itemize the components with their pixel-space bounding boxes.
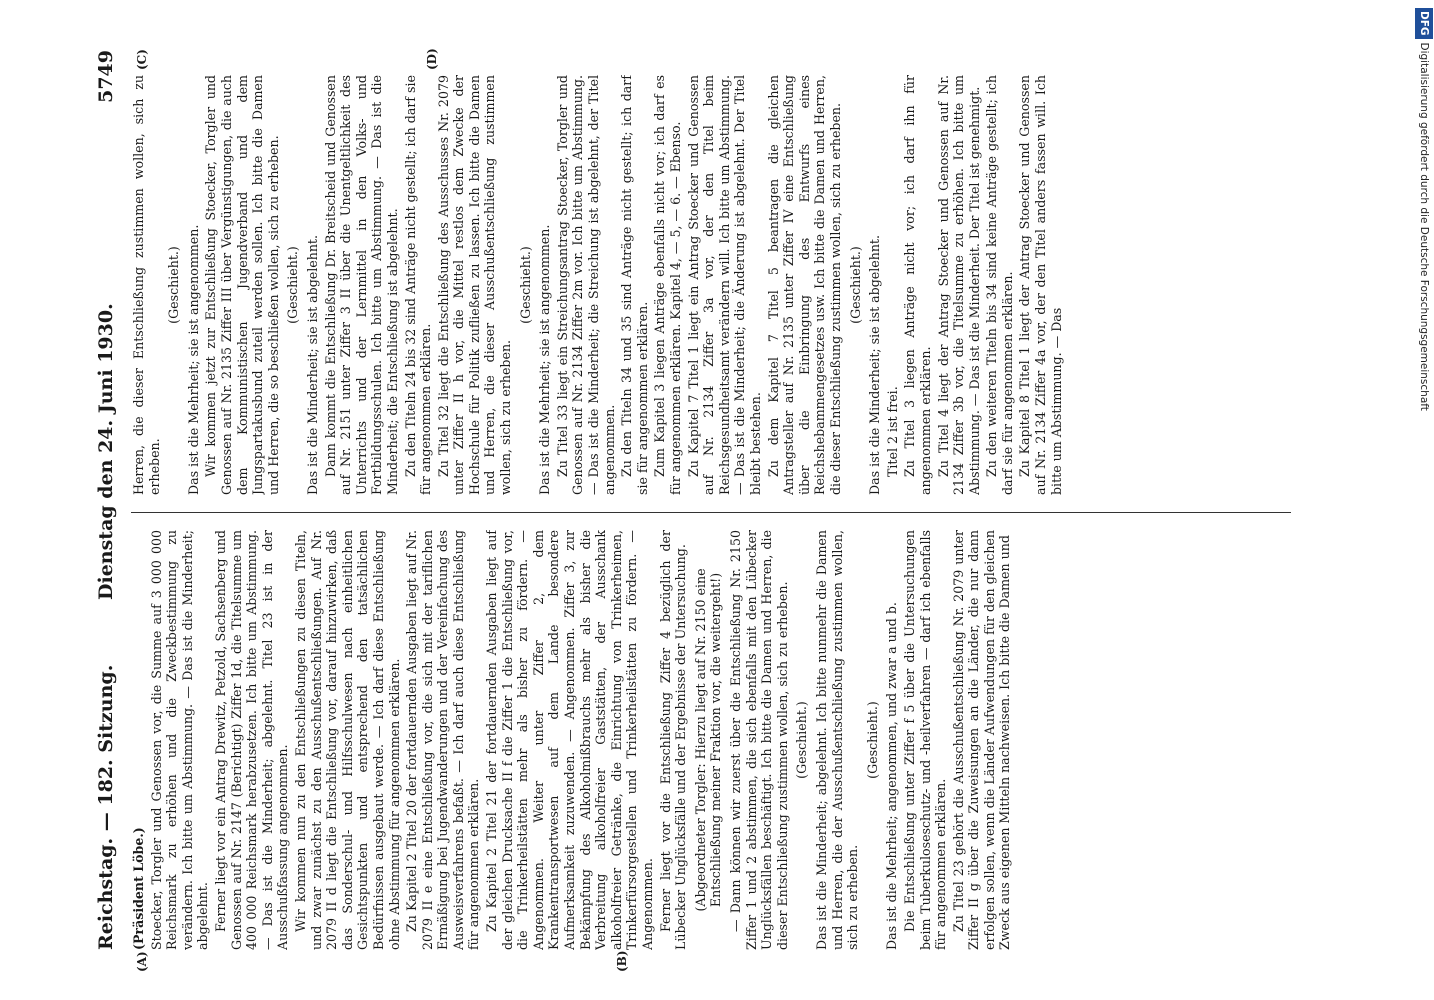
left-column <box>131 530 1291 950</box>
stage-direction: (Geschieht.) <box>517 246 533 324</box>
paragraph: Titel 2 ist frei. <box>884 386 900 477</box>
header-left: Reichstag. — 182. Sitzung. <box>95 664 117 950</box>
stage-direction: (Geschieht.) <box>864 701 880 779</box>
credit-text: Digitalisierung gefördert durch die Deutsche Forschungsgemeinschaft <box>1418 42 1430 411</box>
paragraph: Stoecker, Torgler und Genossen vor, die Summe auf 3 000 000 Reichsmark zu erhöhen und die Zweckbestimmung zu verändern. Ich bitte um Abstimmung. — Das ist die Minderheit; abgelehnt. <box>148 530 211 950</box>
paragraph: Wir kommen nun zu den Entschließungen zu diesen Titeln, und zwar zunächst zu den Ausschußentschließungen. Auf Nr. 2079 II d liegt die Entschließung vor, darauf hinzuwirken, daß das Sonderschul- und Hilfsschulwesen nach einheitlichen Gesichtspunkten und entsprechend den tatsächlichen Bedürfnissen ausgebaut werde. — Ich darf diese Entschließung ohne Abstimmung für angenommen erklären. <box>292 530 402 950</box>
paragraph: Zum Kapitel 3 liegen Anträge ebenfalls nicht vor; ich darf es für angenommen erklären. Kapitel 4, — 5, — 6. — Ebenso. <box>652 75 683 495</box>
stage-direction: (Geschieht.) <box>794 701 810 779</box>
paragraph: Zu Kapitel 7 Titel 1 liegt ein Antrag Stoecker und Genossen auf Nr. 2134 Ziffer 3a vor, der den Titel beim Reichsgesundheitsamt verändern will. Ich bitte um Abstimmung. — Das ist die Minderheit; die Änderung ist abgelehnt. Der Titel bleibt bestehen. <box>685 75 763 495</box>
paragraph: Das ist die Mehrheit; sie ist angenommen. <box>537 224 553 495</box>
paragraph: Zu den weiteren Titeln bis 34 sind keine Anträge gestellt; ich darf sie für angenommen erklären. <box>984 75 1015 495</box>
stage-direction: (Geschieht.) <box>285 246 301 324</box>
paragraph: Zu Kapitel 2 Titel 21 der fortdauernden Ausgaben liegt auf der gleichen Drucksache II f die Ziffer 1 die Entschließung vor, die Trinkerheilstätten mehr als bisher zu fördern. — Angenommen. Weiter unter Ziffer 2, dem Krankentransportwesen auf dem Lande besondere Aufmerksamkeit zuzuwenden. — Angenommen. Ziffer 3, zur Bekämpfung des Alkoholmißbrauchs mehr als bisher die Verbreitung alkoholfreier Gaststätten, der Ausschank alkoholfreier Getränke, die Einrichtung von Trinkerheimen, Trinkerfürsorgestellen und Trinkerheilstätten zu fördern. — Angenommen. <box>484 530 655 950</box>
margin-mark-c: (C) <box>135 49 149 70</box>
stage-direction: (Geschieht.) <box>166 246 182 324</box>
paragraph: Zu Kapitel 2 Titel 20 der fortdauernden Ausgaben liegt auf Nr. 2079 II e eine Entschließung vor, die sich mit der tariflichen Ermäßigung bei Jugendwanderungen und der Vereinfachung des Ausweisverfahrens befaßt. — Ich darf auch diese Entschließung für angenommen erklären. <box>404 530 482 950</box>
paragraph: Das ist die Mehrheit; sie ist angenommen. <box>185 224 201 495</box>
paragraph: Zu Titel 4 liegt der Antrag Stoecker und Genossen auf Nr. 2134 Ziffer 3b vor, die Titelsumme zu erhöhen. Ich bitte um Abstimmung. — Das ist die Minderheit. Der Titel ist genehmigt. <box>935 75 982 495</box>
margin-mark-d: (D) <box>425 48 439 70</box>
digitization-credit <box>1415 8 1434 998</box>
stage-direction: (Geschieht.) <box>847 246 863 324</box>
paragraph: Zu Titel 23 gehört die Ausschußentschließung Nr. 2079 unter Ziffer II g über die Zuweisungen an die Länder, die nur dann erfolgen sollen, wenn die Länder Aufwendungen für den gleichen Zweck aus eigenen Mitteln nachweisen. Ich bitte die Damen und <box>950 530 1013 950</box>
margin-mark-a: (A) <box>135 951 149 972</box>
paragraph: Zu Kapitel 8 Titel 1 liegt der Antrag Stoecker und Genossen auf Nr. 2134 Ziffer 4a vor, der den Titel anders fassen will. Ich bitte um Abstimmung. — Das <box>1017 75 1064 495</box>
paragraph: Die Entschließung unter Ziffer f 5 über die Untersuchungen beim Tuberkuloseschutz- und -heilverfahren — darf ich ebenfalls für angenommen erklären. <box>901 530 949 950</box>
paragraph: Ferner liegt vor ein Antrag Drewitz, Petzold, Sachsenberg und Genossen auf Nr. 2147 (Berichtigt) Ziffer 1d, die Titelsumme um 400 000 Reichsmark herabzusetzen. Ich bitte um Abstimmung. — Das ist die Minderheit; abgelehnt. Titel 23 ist in der Ausschußfassung angenommen. <box>212 530 291 950</box>
paragraph: Ferner liegt vor die Entschließung Ziffer 4 bezüglich der Lübecker Unglücksfälle und der Ergebnisse der Untersuchung. <box>657 530 689 950</box>
paragraph: Zu den Titeln 34 und 35 sind Anträge nicht gestellt; ich darf sie für angenommen erklären. <box>619 75 650 495</box>
page-header <box>95 50 125 950</box>
rotated-page <box>95 48 1295 972</box>
paragraph: Zu Titel 3 liegen Anträge nicht vor; ich darf ihn für angenommen erklären. <box>902 75 933 495</box>
paragraph: Das ist die Minderheit; abgelehnt. Ich bitte nunmehr die Damen und Herren, die der Ausschußentschließung zustimmen wollen, sich zu erheben. <box>813 530 861 950</box>
paragraph: Zu dem Kapitel 7 Titel 5 beantragen die gleichen Antragsteller auf Nr. 2135 unter Ziffer IV eine Entschließung über die Einbringung des Entwurfs eines Reichshebammengesetzes usw. Ich bitte die Damen und Herren, die dieser Entschließung zustimmen wollen, sich zu erheben. <box>765 75 843 495</box>
paragraph: Zu Titel 32 liegt die Entschließung des Ausschusses Nr. 2079 unter Ziffer II h vor, die Mittel restlos dem Zwecke der Hochschule für Politik zufließen zu lassen. Ich bitte die Damen und Herren, die dieser Ausschußentschließung zustimmen wollen, sich zu erheben. <box>435 75 514 495</box>
paragraph: Das ist die Minderheit; sie ist abgelehnt. <box>867 235 883 495</box>
paragraph: Zu Titel 33 liegt ein Streichungsantrag Stoecker, Torgler und Genossen auf Nr. 2134 Ziffer 2m vor. Ich bitte um Abstimmung. — Das ist die Minderheit; die Streichung ist abgelehnt, der Titel angenommen. <box>554 75 617 495</box>
paragraph: Dann kommt die Entschließung Dr. Breitscheid und Genossen auf Nr. 2151 unter Ziffer 3 II über die Unentgeltlichkeit des Unterrichts und der Lernmittel in den Volks- und Fortbildungsschulen. Ich bitte um Abstimmung. — Das ist die Minderheit; die Entschließung ist abgelehnt. <box>322 75 400 495</box>
interjection: (Abgeordneter Torgler: Hierzu liegt auf Nr. 2150 eine Entschließung meiner Fraktion vor, die weitergeht!) <box>692 568 724 912</box>
column-divider <box>131 512 1291 513</box>
right-column <box>131 75 1291 495</box>
dfg-logo: DFG <box>1415 8 1433 39</box>
paragraph: — Dann können wir zuerst über die Entschließung Nr. 2150 Ziffer 1 und 2 abstimmen, die sich ebenfalls mit den Lübecker Unglücksfällen beschäftigt. Ich bitte die Damen und Herren, die dieser Entschließung zustimmen wollen, sich zu erheben. <box>727 530 790 950</box>
speaker-label: (Präsident Löbe.) <box>131 827 146 950</box>
paragraph: Wir kommen jetzt zur Entschließung Stoecker, Torgler und Genossen auf Nr. 2135 Ziffer III über Vergünstigungen, die auch dem Kommunistischen Jugendverband und dem Jungspartakusbund zuteil werden sollen. Ich bitte die Damen und Herren, die so beschließen wollen, sich zu erheben. <box>203 75 281 495</box>
margin-mark-b: (B) <box>615 950 629 972</box>
paragraph: Zu den Titeln 24 bis 32 sind Anträge nicht gestellt; ich darf sie für angenommen erklären. <box>402 75 434 495</box>
paragraph: Herren, die dieser Entschließung zustimmen wollen, sich zu erheben. <box>131 75 162 495</box>
header-date: Dienstag den 24. Juni 1930. <box>95 303 117 600</box>
paragraph: Das ist die Minderheit; sie ist abgelehnt. <box>304 235 320 495</box>
page-number: 5749 <box>95 50 117 103</box>
paragraph: Das ist die Mehrheit; angenommen, und zwar a und b. <box>884 602 900 950</box>
